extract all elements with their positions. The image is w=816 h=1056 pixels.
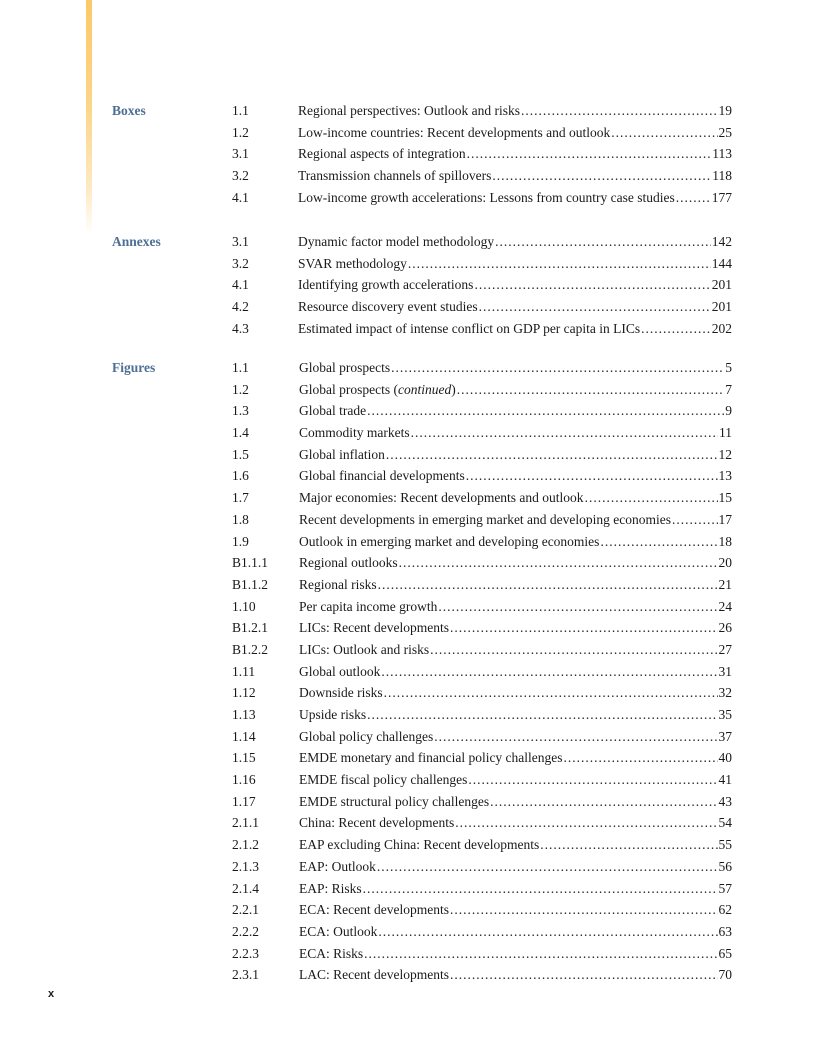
toc-entry-number: 2.2.1 (232, 902, 259, 918)
toc-entry-page-number: 113 (712, 146, 732, 162)
dot-leader (377, 856, 718, 878)
toc-entry-title (298, 143, 466, 165)
toc-entry-line (299, 856, 732, 878)
toc-entry-title-text: Global financial developments (299, 468, 465, 484)
toc-entry-page-number: 13 (718, 468, 732, 484)
toc-entry-line (299, 574, 732, 596)
toc-entry-line (299, 552, 732, 574)
toc-entry-title (298, 165, 491, 187)
toc-entry-number: 3.1 (232, 146, 249, 162)
toc-entry-number: 1.8 (232, 511, 249, 527)
toc-entry-title-text: Global inflation (299, 446, 385, 462)
toc-entry-page-number: 31 (718, 663, 732, 679)
toc-entry-row[interactable] (0, 639, 816, 661)
dot-leader (495, 231, 711, 253)
toc-entry-page-number: 5 (725, 360, 732, 375)
toc-entry-row[interactable] (0, 100, 816, 122)
toc-entry-line (299, 617, 732, 639)
toc-entry-title-text: Regional perspectives: Outlook and risks (298, 103, 520, 118)
dot-leader (457, 379, 725, 401)
toc-entry-title (299, 400, 366, 422)
toc-entry-page-number: 32 (718, 685, 732, 701)
dot-leader (611, 122, 717, 144)
toc-entry-number: 1.10 (232, 598, 256, 614)
toc-entry-page-number: 41 (718, 772, 732, 788)
toc-entry-title-text: Outlook in emerging market and developing economies (299, 533, 600, 549)
toc-entry-row[interactable] (0, 165, 816, 187)
toc-entry-row[interactable] (0, 856, 816, 878)
toc-entry-title-text: EMDE monetary and financial policy challenges (299, 750, 563, 766)
toc-entry-line (298, 253, 732, 275)
toc-entry-line (299, 747, 732, 769)
toc-entry-title (299, 596, 437, 618)
toc-entry-title-text: Global prospects (299, 360, 391, 375)
toc-entry-title-text: LAC: Recent developments (299, 967, 449, 983)
toc-entry-number: 4.3 (232, 320, 249, 336)
toc-entry-title-text: Dynamic factor model methodology (298, 234, 495, 249)
toc-entry-title-text: SVAR methodology (298, 255, 407, 271)
toc-entry-line (299, 899, 732, 921)
toc-entry-title-text: ECA: Risks (299, 945, 364, 961)
toc-entry-row[interactable] (0, 318, 816, 340)
toc-entry-row[interactable] (0, 487, 816, 509)
toc-entry-title-text: Regional outlooks (299, 555, 398, 571)
toc-entry-number: 2.1.1 (232, 815, 259, 831)
toc-entry-row[interactable] (0, 574, 816, 596)
dot-leader (474, 274, 710, 296)
toc-entry-title (299, 878, 362, 900)
toc-entry-row[interactable] (0, 834, 816, 856)
toc-entry-title-text: Global trade (299, 403, 367, 419)
toc-entry-page-number: 26 (718, 620, 732, 636)
toc-entry-number: 2.1.3 (232, 858, 259, 874)
toc-entry-row[interactable] (0, 422, 816, 444)
toc-entry-title (298, 274, 473, 296)
dot-leader (430, 639, 717, 661)
dot-leader (540, 834, 717, 856)
toc-entry-title (299, 791, 489, 813)
toc-entry-title-text: Recent developments in emerging market and developing economies (299, 511, 672, 527)
toc-entry-number: 1.9 (232, 533, 249, 549)
toc-entry-row[interactable] (0, 400, 816, 422)
toc-entry-page-number: 57 (718, 880, 732, 896)
toc-entry-page-number: 144 (711, 255, 732, 271)
toc-entry-title (299, 682, 383, 704)
toc-entry-page-number: 70 (718, 967, 732, 983)
toc-entry-row[interactable] (0, 143, 816, 165)
toc-entry-row[interactable] (0, 791, 816, 813)
toc-entry-title (299, 639, 429, 661)
toc-entry-row[interactable] (0, 617, 816, 639)
toc-entry-row[interactable] (0, 187, 816, 209)
toc-entry-title-text: Resource discovery event studies (298, 299, 478, 315)
toc-entry-page-number: 35 (718, 707, 732, 722)
toc-entry-number: 2.1.4 (232, 880, 259, 896)
dot-leader (600, 531, 717, 553)
toc-entry-number: 3.2 (232, 255, 249, 271)
toc-entry-number: 1.17 (232, 793, 256, 809)
toc-entry-line (298, 231, 732, 253)
toc-entry-line (299, 726, 732, 748)
toc-entry-title (299, 574, 377, 596)
toc-entry-row[interactable] (0, 357, 816, 379)
toc-entry-page-number: 56 (718, 858, 732, 874)
toc-entry-title-suffix: ) (451, 381, 456, 397)
dot-leader (408, 253, 711, 275)
dot-leader (384, 682, 718, 704)
dot-leader (521, 100, 718, 122)
toc-entry-line (299, 487, 732, 509)
toc-entry-number: 4.1 (232, 189, 249, 205)
toc-entry-title (299, 422, 410, 444)
toc-entry-line (299, 661, 732, 683)
toc-entry-line (298, 296, 732, 318)
toc-entry-title (299, 921, 377, 943)
dot-leader (564, 747, 718, 769)
toc-entry-title (299, 964, 449, 986)
toc-entry-line (298, 318, 732, 340)
toc-entry-number: 1.16 (232, 772, 256, 788)
toc-entry-title-text: China: Recent developments (299, 815, 455, 831)
toc-entry-number: 1.1 (232, 360, 249, 375)
toc-entry-title (299, 552, 398, 574)
dot-leader (364, 943, 717, 965)
toc-entry-number: 1.6 (232, 468, 249, 484)
dot-leader (468, 769, 717, 791)
toc-entry-row[interactable] (0, 769, 816, 791)
toc-entry-page-number: 18 (718, 533, 732, 549)
toc-entry-title (299, 444, 385, 466)
toc-entry-line (298, 122, 732, 144)
toc-entry-title-text: Low-income growth accelerations: Lessons from country case studies (298, 189, 675, 205)
toc-entry-title (299, 661, 380, 683)
toc-entry-title (299, 531, 599, 553)
dot-leader (367, 400, 724, 422)
toc-entry-row[interactable] (0, 552, 816, 574)
dot-leader (585, 487, 718, 509)
toc-entry-title-text: Estimated impact of intense conflict on GDP per capita in LICs (298, 320, 641, 336)
toc-entry-title (299, 357, 390, 379)
dot-leader (378, 921, 717, 943)
dot-leader (363, 878, 718, 900)
toc-entry-page-number: 37 (718, 728, 732, 744)
toc-entry-line (299, 379, 732, 401)
dot-leader (367, 704, 717, 726)
toc-entry-title (299, 509, 671, 531)
toc-entry-row[interactable] (0, 509, 816, 531)
toc-entry-title (299, 465, 465, 487)
dot-leader (434, 726, 717, 748)
dot-leader (490, 791, 717, 813)
toc-entry-page-number: 25 (718, 124, 732, 140)
toc-entry-title-text: Global prospects ( (299, 381, 398, 397)
toc-entry-number: 2.3.1 (232, 967, 259, 983)
toc-entry-row[interactable] (0, 274, 816, 296)
dot-leader (455, 812, 717, 834)
toc-entry-page-number: 62 (718, 902, 732, 918)
toc-entry-line (299, 704, 732, 726)
toc-entry-title (298, 318, 640, 340)
dot-leader (378, 574, 718, 596)
toc-entry-page-number: 65 (718, 945, 732, 961)
toc-entry-line (299, 509, 732, 531)
toc-entry-row[interactable] (0, 878, 816, 900)
toc-entry-number: 1.4 (232, 425, 249, 441)
toc-entry-page-number: 20 (718, 555, 732, 571)
dot-leader (386, 444, 718, 466)
toc-entry-page-number: 12 (718, 446, 732, 462)
toc-entry-title-text: Per capita income growth (299, 598, 438, 614)
toc-entry-row[interactable] (0, 661, 816, 683)
toc-entry-page-number: 9 (725, 403, 732, 419)
toc-entry-line (298, 274, 732, 296)
toc-entry-row[interactable] (0, 899, 816, 921)
toc-entry-title-text: EAP excluding China: Recent developments (299, 837, 540, 853)
toc-entry-number: B1.2.1 (232, 620, 269, 636)
toc-entry-title-text: ECA: Recent developments (299, 902, 449, 918)
toc-entry-title (299, 487, 584, 509)
dot-leader (411, 422, 718, 444)
toc-entry-title (299, 726, 433, 748)
dot-leader (438, 596, 717, 618)
toc-entry-number: 1.13 (232, 707, 256, 722)
toc-entry-title-text: Global outlook (299, 663, 381, 679)
toc-entry-title (298, 231, 494, 253)
toc-entry-title-text: Upside risks (299, 707, 367, 722)
toc-entry-title (299, 899, 449, 921)
dot-leader (399, 552, 718, 574)
toc-entry-line (299, 834, 732, 856)
toc-entry-line (298, 100, 732, 122)
toc-entry-line (299, 964, 732, 986)
toc-entry-line (298, 187, 732, 209)
toc-entry-number: 4.2 (232, 299, 249, 315)
toc-entry-page-number: 63 (718, 923, 732, 939)
toc-entry-page-number: 54 (718, 815, 732, 831)
toc-entry-line (299, 444, 732, 466)
toc-entry-line (299, 769, 732, 791)
toc-entry-page-number: 21 (718, 576, 732, 592)
page-number: x (48, 988, 55, 1000)
toc-entry-number: B1.2.2 (232, 641, 269, 657)
toc-entry-title-text: Identifying growth accelerations (298, 277, 474, 293)
toc-entry-title-text: Regional risks (299, 576, 377, 592)
toc-entry-number: 1.5 (232, 446, 249, 462)
toc-entry-page-number: 40 (718, 750, 732, 766)
toc-entry-number: 3.1 (232, 234, 249, 249)
toc-entry-page-number: 201 (711, 277, 732, 293)
toc-entry-row[interactable] (0, 122, 816, 144)
toc-entry-title (299, 747, 563, 769)
toc-entry-row[interactable] (0, 921, 816, 943)
toc-entry-row[interactable] (0, 747, 816, 769)
dot-leader (381, 661, 717, 683)
toc-entry-title-text: EAP: Outlook (299, 858, 376, 874)
toc-entry-page-number: 55 (718, 837, 732, 853)
toc-entry-title (299, 617, 449, 639)
toc-entry-line (299, 400, 732, 422)
dot-leader (467, 143, 712, 165)
toc-entry-title (298, 253, 407, 275)
toc-entry-line (299, 682, 732, 704)
toc-entry-line (299, 791, 732, 813)
toc-entry-title (298, 187, 675, 209)
toc-entry-row[interactable] (0, 596, 816, 618)
boxes-entry-list (0, 100, 816, 208)
toc-entry-number: 4.1 (232, 277, 249, 293)
dot-leader (492, 165, 711, 187)
toc-entry-row[interactable] (0, 531, 816, 553)
toc-entry-page-number: 7 (725, 381, 732, 397)
toc-entry-row[interactable] (0, 682, 816, 704)
toc-entry-row[interactable] (0, 465, 816, 487)
section-title-boxes: Boxes (112, 103, 146, 118)
toc-entry-row[interactable] (0, 726, 816, 748)
toc-entry-page-number: 19 (718, 103, 732, 118)
figures-entry-list (0, 357, 816, 986)
toc-entry-number: 2.2.2 (232, 923, 259, 939)
toc-entry-number: 1.7 (232, 490, 249, 506)
toc-entry-row[interactable] (0, 943, 816, 965)
toc-entry-title (299, 704, 366, 726)
toc-entry-title (299, 379, 456, 401)
section-title-figures: Figures (112, 360, 156, 375)
toc-entry-row[interactable] (0, 964, 816, 986)
toc-entry-line (299, 596, 732, 618)
toc-entry-line (299, 921, 732, 943)
dot-leader (450, 899, 718, 921)
toc-entry-number: 1.14 (232, 728, 256, 744)
toc-entry-page-number: 15 (718, 490, 732, 506)
dot-leader (450, 617, 718, 639)
dot-leader (450, 964, 718, 986)
dot-leader (672, 509, 717, 531)
toc-entry-title-text: Commodity markets (299, 425, 410, 441)
toc-entry-row[interactable] (0, 253, 816, 275)
toc-entry-title-italic: continued (397, 381, 452, 397)
toc-entry-page-number: 17 (718, 511, 732, 527)
toc-entry-line (298, 165, 732, 187)
toc-entry-title-text: LICs: Recent developments (299, 620, 449, 636)
toc-entry-number: 1.12 (232, 685, 256, 701)
dot-leader (676, 187, 711, 209)
toc-entry-title-text: EMDE structural policy challenges (299, 793, 490, 809)
dot-leader (391, 357, 724, 379)
toc-entry-line (299, 357, 732, 379)
toc-entry-number: 1.15 (232, 750, 256, 766)
annexes-entry-list (0, 231, 816, 339)
toc-entry-title-text: LICs: Outlook and risks (299, 641, 430, 657)
toc-entry-page-number: 202 (711, 320, 732, 336)
toc-entry-title (299, 856, 376, 878)
toc-entry-title-text: Downside risks (299, 685, 383, 701)
toc-entry-page-number: 27 (718, 641, 732, 657)
toc-entry-number: 3.2 (232, 168, 249, 184)
toc-entry-number: 1.11 (232, 663, 256, 679)
toc-entry-title-text: EAP: Risks (299, 880, 362, 896)
toc-entry-title-text: ECA: Outlook (299, 923, 378, 939)
toc-entry-title (299, 943, 363, 965)
toc-entry-number: 2.1.2 (232, 837, 259, 853)
toc-entry-line (299, 812, 732, 834)
toc-entry-number: 1.1 (232, 103, 249, 118)
toc-entry-title (298, 122, 610, 144)
toc-entry-title-text: Regional aspects of integration (298, 146, 466, 162)
toc-entry-title (299, 834, 539, 856)
toc-entry-row[interactable] (0, 444, 816, 466)
toc-entry-page-number: 177 (711, 189, 732, 205)
toc-entry-number: B1.1.1 (232, 555, 269, 571)
toc-entry-row[interactable] (0, 704, 816, 726)
toc-entry-page-number: 142 (711, 234, 732, 249)
toc-entry-number: 2.2.3 (232, 945, 259, 961)
dot-leader (466, 465, 718, 487)
toc-entry-number: 1.2 (232, 381, 249, 397)
toc-entry-title (298, 100, 520, 122)
toc-entry-line (299, 639, 732, 661)
toc-entry-row[interactable] (0, 379, 816, 401)
toc-entry-title (298, 296, 478, 318)
toc-entry-page-number: 118 (712, 168, 732, 184)
toc-entry-page-number: 11 (719, 425, 732, 441)
toc-entry-number: B1.1.2 (232, 576, 269, 592)
toc-entry-line (299, 878, 732, 900)
toc-entry-title-text: Transmission channels of spillovers (298, 168, 492, 184)
toc-entry-row[interactable] (0, 812, 816, 834)
toc-entry-line (299, 531, 732, 553)
toc-entry-line (299, 422, 732, 444)
toc-entry-row[interactable] (0, 231, 816, 253)
toc-entry-title (299, 812, 454, 834)
toc-entry-line (299, 943, 732, 965)
dot-leader (479, 296, 711, 318)
toc-entry-line (298, 143, 732, 165)
toc-entry-row[interactable] (0, 296, 816, 318)
toc-entry-title-text: Low-income countries: Recent developments and outlook (298, 124, 611, 140)
toc-entry-page-number: 201 (711, 299, 732, 315)
section-title-annexes: Annexes (112, 234, 161, 249)
toc-entry-title-text: EMDE fiscal policy challenges (299, 772, 468, 788)
toc-entry-page-number: 24 (718, 598, 732, 614)
toc-entry-page-number: 43 (718, 793, 732, 809)
toc-entry-title (299, 769, 467, 791)
toc-entry-title-text: Global policy challenges (299, 728, 434, 744)
toc-entry-line (299, 465, 732, 487)
toc-entry-number: 1.3 (232, 403, 249, 419)
toc-entry-number: 1.2 (232, 124, 249, 140)
toc-entry-title-text: Major economies: Recent developments and outlook (299, 490, 584, 506)
dot-leader (641, 318, 711, 340)
